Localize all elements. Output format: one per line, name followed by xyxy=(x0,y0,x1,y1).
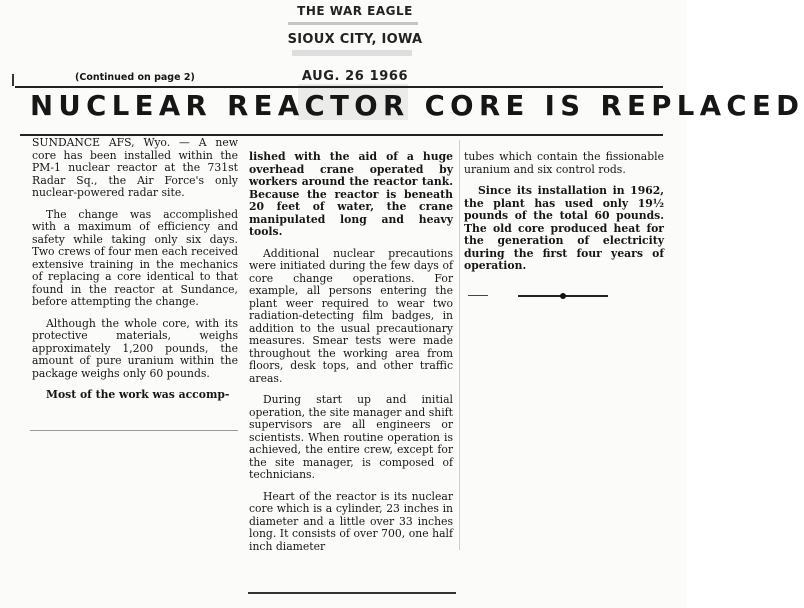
paragraph: Most of the work was accomp- xyxy=(46,388,230,401)
column-divider xyxy=(459,140,460,550)
top-rule xyxy=(15,86,663,88)
paragraph: The change was accomplished with a maximum of efficiency and safety while taking only six days. Two crews of four men each received extensive training in the mechanics of replacing a core identical to that found in the reactor at Sundance, before attempting the change. xyxy=(32,207,238,308)
paragraph: Although the whole core, with its protective materials, weighs approximately 1,200 pounds, the amount of pure uranium within the package weighs only 60 pounds. xyxy=(32,316,238,380)
paragraph: Since its installation in 1962, the plant has used only 19½ pounds of the total 60 pounds. The old core produced heat for the generation of electricity during the first four years of operation. xyxy=(464,184,664,272)
stamp-city: SIOUX CITY, IOWA xyxy=(287,32,423,47)
paragraph: SUNDANCE AFS, Wyo. — A new core has been installed within the PM-1 nuclear reactor at the 731st Radar Sq., the Air Force's only nuclear-powered radar site. xyxy=(32,136,238,199)
column-rule xyxy=(30,430,238,431)
stamp-smudge xyxy=(288,22,418,25)
end-of-article-mark xyxy=(468,290,658,300)
article-column-2 xyxy=(249,151,453,562)
stamp-paper-name: THE WAR EAGLE xyxy=(297,4,413,18)
paragraph: Additional nuclear precautions were initiated during the few days of core change operations. For example, all persons entering the plant weer required to wear two radiation-detecting film badges, in addition to the usual precautionary measures. Smear tests were made throughout the working area from floors, desk tops, and other traffic areas. xyxy=(249,246,453,385)
margin-rule xyxy=(12,74,14,86)
bottom-rule xyxy=(248,592,456,594)
article-column-3 xyxy=(464,151,664,282)
continued-note: (Continued on page 2) xyxy=(75,72,195,83)
paragraph: Heart of the reactor is its nuclear core which is a cylinder, 23 inches in diameter and a little over 33 inches long. It consists of over 700, one half inch diameter xyxy=(249,489,453,553)
paragraph: tubes which contain the fissionable uranium and six control rods. xyxy=(464,150,664,176)
paragraph: During start up and initial operation, the site manager and shift supervisors are all engineers or scientists. When routine operation is achieved, the entire crew, except for the site manager, is composed of technicians. xyxy=(249,393,453,481)
headline: NUCLEAR REACTOR CORE IS REPLACED xyxy=(30,90,804,122)
stamp-date: AUG. 26 1966 xyxy=(301,69,409,84)
paragraph: lished with the aid of a huge overhead crane operated by workers around the reactor tank. Because the reactor is beneath 20 feet of water, the crane manipulated long and heavy tools. xyxy=(249,150,453,238)
article-column-1 xyxy=(32,137,238,411)
stamp-smudge xyxy=(292,50,412,56)
